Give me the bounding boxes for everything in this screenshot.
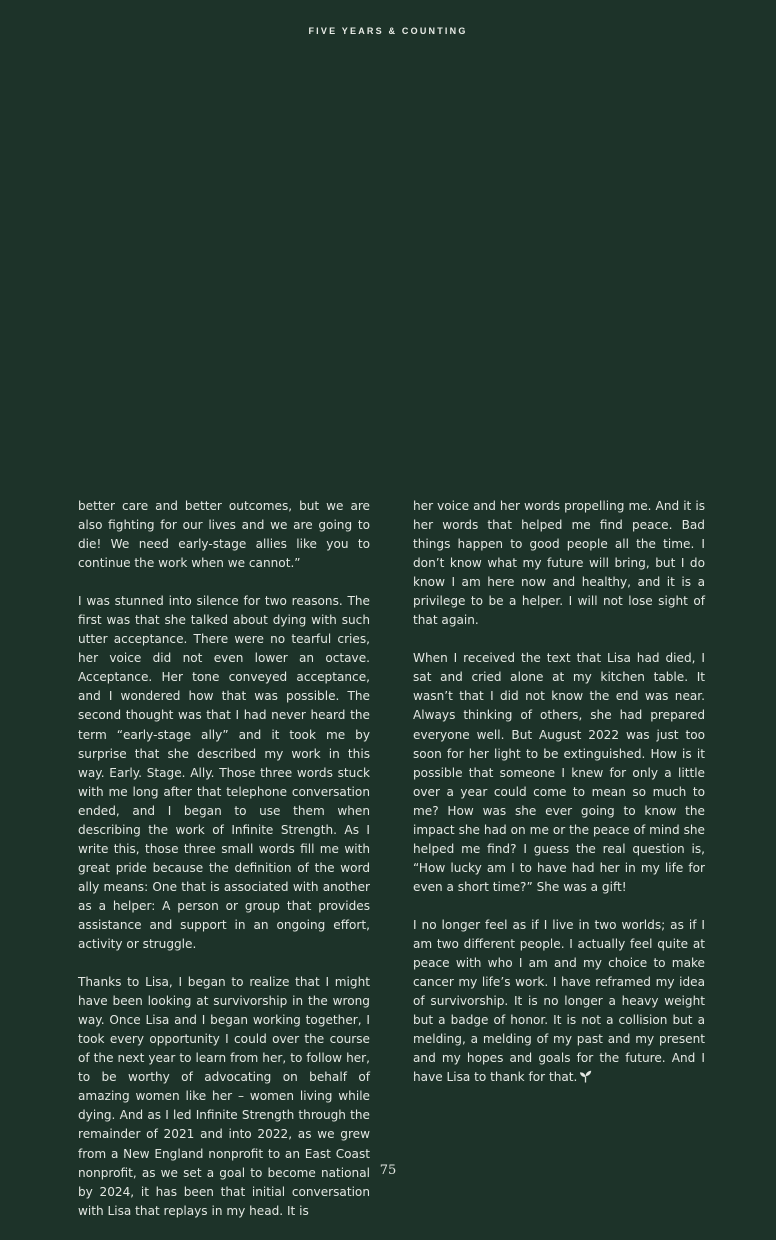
sprout-icon <box>579 1070 592 1089</box>
left-text-column <box>78 497 370 1240</box>
running-header: FIVE YEARS & COUNTING <box>308 26 468 36</box>
body-paragraph: When I received the text that Lisa had died, I sat and cried alone at my kitchen table. It wasn’t that I did not know the end was near. Always thinking of others, she had prepared everyone well. But August 2022 was just too soon for her light to be extinguished. How is it possible that someone I knew for only a little over a year could come to mean so much to me? How was she ever going to know the impact she had on me or the peace of mind she helped me find? I guess the real question is, “How lucky am I to have had her in my life for even a short time?” She was a gift! <box>413 651 705 894</box>
right-text-column <box>413 497 705 1108</box>
body-paragraph: better care and better outcomes, but we are also fighting for our lives and we are going to die! We need early-stage allies like you to continue the work when we cannot.” <box>78 499 370 571</box>
final-paragraph-text: I no longer feel as if I live in two worlds; as if I am two different people. I actually feel quite at peace with who I am and my choice to make cancer my life’s work. I have reframed my idea of survivorship. It is no longer a heavy weight but a badge of honor. It is not a collision but a melding, a melding of my past and my present and my hopes and goals for the future. And I have Lisa to thank for that. <box>413 917 705 1085</box>
body-paragraph: her voice and her words propelling me. And it is her words that helped me find peace. Bad things happen to good people all the time. I don’t know what my future will bring, but I do know I am here now and healthy, and it is a privilege to be a helper. I will not lose sight of that again. <box>413 499 705 628</box>
body-paragraph: Thanks to Lisa, I began to realize that I might have been looking at survivorship in the wrong way. Once Lisa and I began working together, I took every opportunity I could over the course of the next year to learn from her, to follow her, to be worthy of advocating on behalf of amazing women like her – women living while dying. And as I led Infinite Strength through the remainder of 2021 and into 2022, as we grew from a New England nonprofit to an East Coast nonprofit, as we set a goal to become national by 2024, it has been that initial conversation with Lisa that replays in my head. It is <box>78 975 370 1218</box>
page-number: 75 <box>379 1163 397 1178</box>
body-paragraph: I was stunned into silence for two reasons. The first was that she talked about dying with such utter acceptance. There were no tearful cries, her voice did not even lower an octave. Acceptance. Her tone conveyed acceptance, and I wondered how that was possible. The second thought was that I had never heard the term “early-stage ally” and it took me by surprise that she described my work in this way. Early. Stage. Ally. Those three words stuck with me long after that telephone conversation ended, and I began to use them when describing the work of Infinite Strength. As I write this, those three small words fill me with great pride because the definition of the word ally means: One that is associated with another as a helper: A person or group that provides assistance and support in an ongoing effort, activity or struggle. <box>78 594 370 952</box>
body-paragraph-final <box>413 916 705 1089</box>
